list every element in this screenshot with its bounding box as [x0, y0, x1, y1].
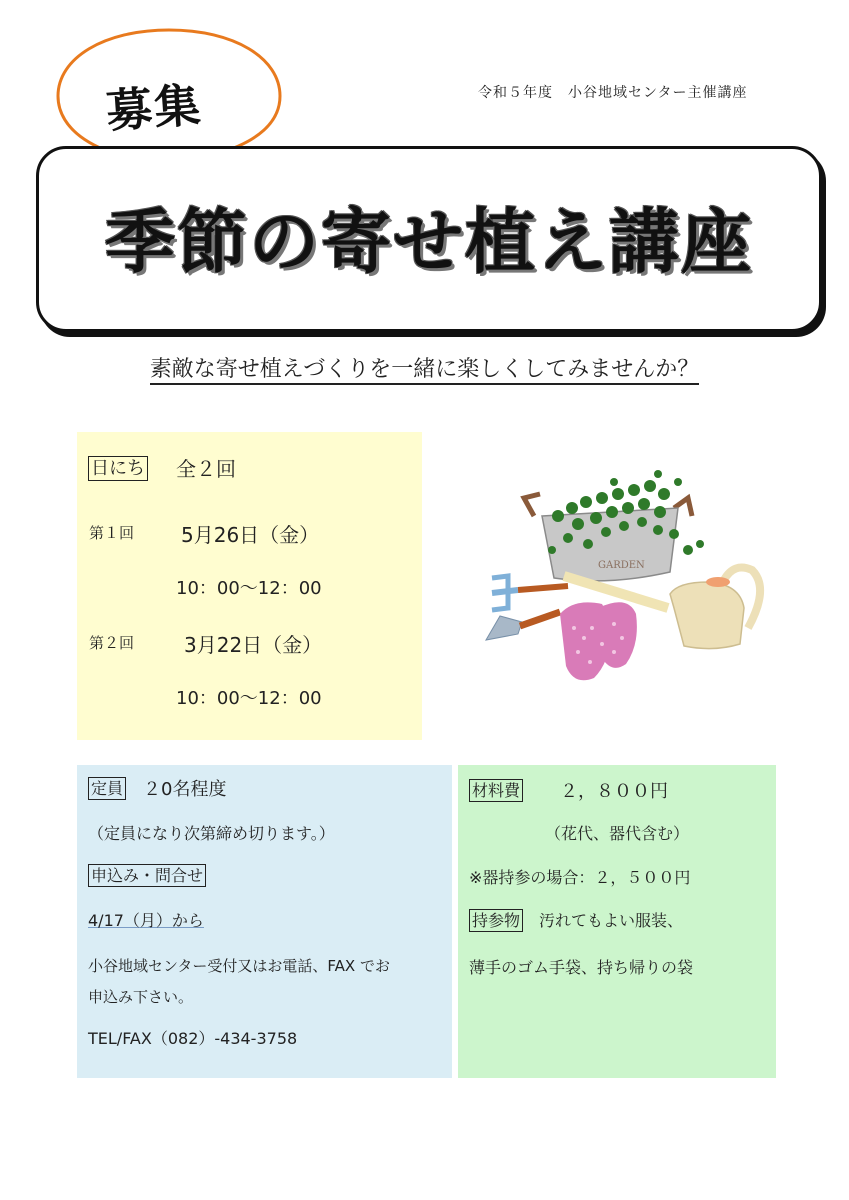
application-start: 4/17（月）から	[88, 911, 204, 930]
materials-fee-detail: （花代、器代含む）	[545, 824, 690, 843]
belongings-line1: 汚れてもよい服装、	[539, 911, 684, 930]
belongings-label-text: 持参物	[469, 909, 523, 932]
capacity-value: ２0名程度	[143, 779, 227, 800]
application-label-text: 申込み・問合せ	[88, 864, 206, 887]
session-1-date: 5月26日（金）	[181, 523, 320, 547]
session-1-label: 第１回	[89, 524, 135, 542]
recruitment-label: 募集	[104, 77, 204, 139]
session-2-date: 3月22日（金）	[184, 633, 323, 657]
hand-rake-icon	[492, 576, 568, 610]
capacity-label	[88, 776, 126, 799]
organizer-text: 令和５年度 小谷地域センター主催講座	[478, 85, 748, 101]
session-2-time: 10：00～12：00	[176, 688, 322, 709]
materials-label	[469, 778, 523, 801]
application-method-line1: 小谷地域センター受付又はお電話、FAX でお	[88, 957, 390, 975]
materials-fee: ２，８００円	[560, 781, 668, 802]
own-pot-fee: ※器持参の場合：２，５００円	[469, 868, 691, 887]
schedule-total: 全２回	[176, 457, 236, 481]
subtitle	[0, 352, 849, 383]
pot-handle-left-icon	[524, 494, 540, 516]
session-2-label: 第２回	[89, 634, 135, 652]
schedule-label	[88, 454, 148, 480]
belongings-label	[469, 908, 523, 931]
contact-phone-fax: TEL/FAX（082）-434-3758	[88, 1029, 298, 1048]
capacity-note: （定員になり次第締め切ります。）	[88, 824, 335, 843]
gardening-gloves-icon	[560, 602, 637, 680]
application-label	[88, 863, 206, 886]
trowel-icon	[486, 612, 560, 640]
capacity-label-text: 定員	[88, 777, 126, 800]
page-title: 季節の寄せ植え講座	[105, 201, 753, 283]
pot-label: GARDEN	[598, 560, 645, 571]
schedule-label-text: 日にち	[88, 456, 148, 481]
garden-tools-illustration	[478, 468, 778, 693]
belongings-line2: 薄手のゴム手袋、持ち帰りの袋	[469, 958, 694, 977]
session-1-time: 10：00～12：00	[176, 578, 322, 599]
materials-label-text: 材料費	[469, 779, 523, 802]
subtitle-text: 素敵な寄せ植えづくりを一緒に楽しくしてみませんか？	[150, 357, 700, 385]
application-method-line2: 申込み下さい。	[88, 988, 194, 1006]
